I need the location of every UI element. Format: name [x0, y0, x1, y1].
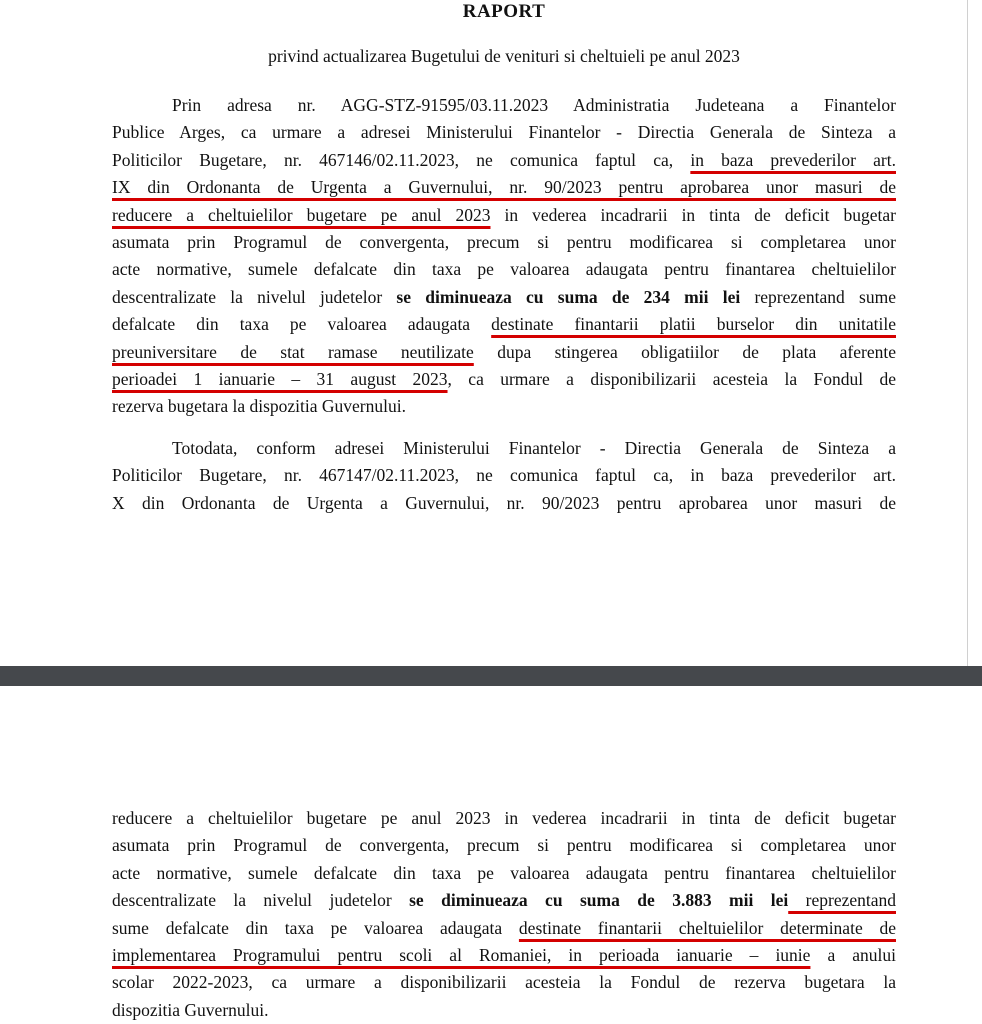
- text-run: defalcate din taxa pe valoarea adaugata: [112, 314, 492, 335]
- bold-amount: se diminueaza cu suma de 234 mii lei: [396, 286, 741, 307]
- text-line: [112, 366, 896, 393]
- text-line: [112, 915, 896, 942]
- text-line: [112, 339, 896, 366]
- text-run: descentralizate la nivelul judetelor: [112, 286, 397, 307]
- text-run: reducere a cheltuielilor bugetare pe anul 2023 in vederea incadrarii in tinta de deficit bugetar: [112, 808, 896, 828]
- text-line: [112, 887, 896, 914]
- text-line: [112, 119, 896, 146]
- paragraph-2-line: Politicilor Bugetare, nr. 467147/02.11.2023, ne comunica faptul ca, in baza prevederilor art.: [112, 465, 896, 486]
- text-run: scolar 2022-2023, ca urmare a disponibilizarii acesteia la Fondul de rezerva bugetara la: [112, 972, 896, 993]
- text-line: [112, 147, 896, 174]
- underlined-text: implementarea Programului pentru scoli al Romaniei, in perioada ianuarie – iunie: [112, 945, 811, 966]
- underlined-text: IX din Ordonanta de Urgenta a Guvernului, nr. 90/2023 pentru aprobarea unor masuri de: [112, 177, 896, 198]
- text-line: [112, 174, 896, 201]
- text-line: [112, 256, 896, 283]
- text-line: [112, 229, 896, 256]
- paragraph-3: [112, 805, 896, 1024]
- text-run: Politicilor Bugetare, nr. 467146/02.11.2023, ne comunica faptul ca,: [112, 149, 691, 170]
- text-run: asumata prin Programul de convergenta, precum si pentru modificarea si completarea unor: [112, 835, 896, 856]
- text-run: rezerva bugetara la dispozitia Guvernului.: [112, 396, 406, 417]
- page-edge-line: [967, 0, 968, 666]
- text-line: [112, 832, 896, 859]
- text-line: [112, 969, 896, 996]
- text-line: [112, 284, 896, 311]
- text-run: a anului: [810, 945, 896, 966]
- text-run: acte normative, sumele defalcate din taxa pe valoarea adaugata pentru finantarea cheltuielilor: [112, 259, 896, 280]
- underlined-text: preuniversitare de stat ramase neutilizate: [112, 341, 474, 362]
- paragraph-2-line: X din Ordonanta de Urgenta a Guvernului, nr. 90/2023 pentru aprobarea unor masuri de: [112, 492, 896, 513]
- text-line: [112, 997, 896, 1024]
- underlined-text: destinate finantarii cheltuielilor determinate de: [518, 917, 896, 938]
- text-run: dispozitia Guvernului.: [112, 999, 269, 1020]
- paragraph-2-line: Totodata, conform adresei Ministerului Finantelor - Directia Generala de Sinteza a: [172, 438, 896, 458]
- underlined-text: reducere a cheltuielilor bugetare pe anul 2023: [112, 204, 491, 225]
- text-line: [112, 202, 896, 229]
- text-run: sume defalcate din taxa pe valoarea adaugata: [112, 917, 519, 938]
- text-run: in vederea incadrarii in tinta de deficit bugetar: [490, 204, 896, 225]
- text-run: asumata prin Programul de convergenta, precum si pentru modificarea si completarea unor: [112, 232, 896, 253]
- underlined-text: destinate finantarii platii burselor din unitatile: [491, 314, 896, 335]
- bold-amount: se diminueaza cu suma de 3.883 mii lei: [409, 890, 789, 911]
- text-run: Publice Arges, ca urmare a adresei Ministerului Finantelor - Directia Generala de Sinteza a: [112, 122, 896, 143]
- underlined-text: in baza prevederilor art.: [690, 149, 896, 170]
- text-run: descentralizate la nivelul judetelor: [112, 890, 410, 911]
- text-run: Prin adresa nr. AGG-STZ-91595/03.11.2023 Administratia Judeteana a Finantelor: [172, 95, 896, 115]
- text-run: , ca urmare a disponibilizarii acesteia la Fondul de: [447, 369, 896, 390]
- text-line: [112, 942, 896, 969]
- paragraph-1: [112, 92, 896, 421]
- text-line: [112, 805, 896, 832]
- text-run: dupa stingerea obligatiilor de plata aferente: [473, 341, 896, 362]
- underlined-text: perioadei 1 ianuarie – 31 august 2023: [112, 369, 448, 390]
- page-separator: [0, 666, 982, 686]
- paragraph-2: [112, 435, 896, 517]
- text-run: acte normative, sumele defalcate din taxa pe valoarea adaugata pentru finantarea cheltuielilor: [112, 862, 896, 883]
- text-line: [112, 860, 896, 887]
- underlined-text: reprezentand: [788, 890, 896, 911]
- text-run: reprezentand sume: [740, 286, 897, 307]
- text-line: [112, 393, 896, 420]
- report-title: RAPORT: [462, 1, 546, 22]
- report-subtitle: privind actualizarea Bugetului de venituri si cheltuieli pe anul 2023: [268, 46, 740, 66]
- text-line: [112, 311, 896, 338]
- text-line: [112, 92, 896, 119]
